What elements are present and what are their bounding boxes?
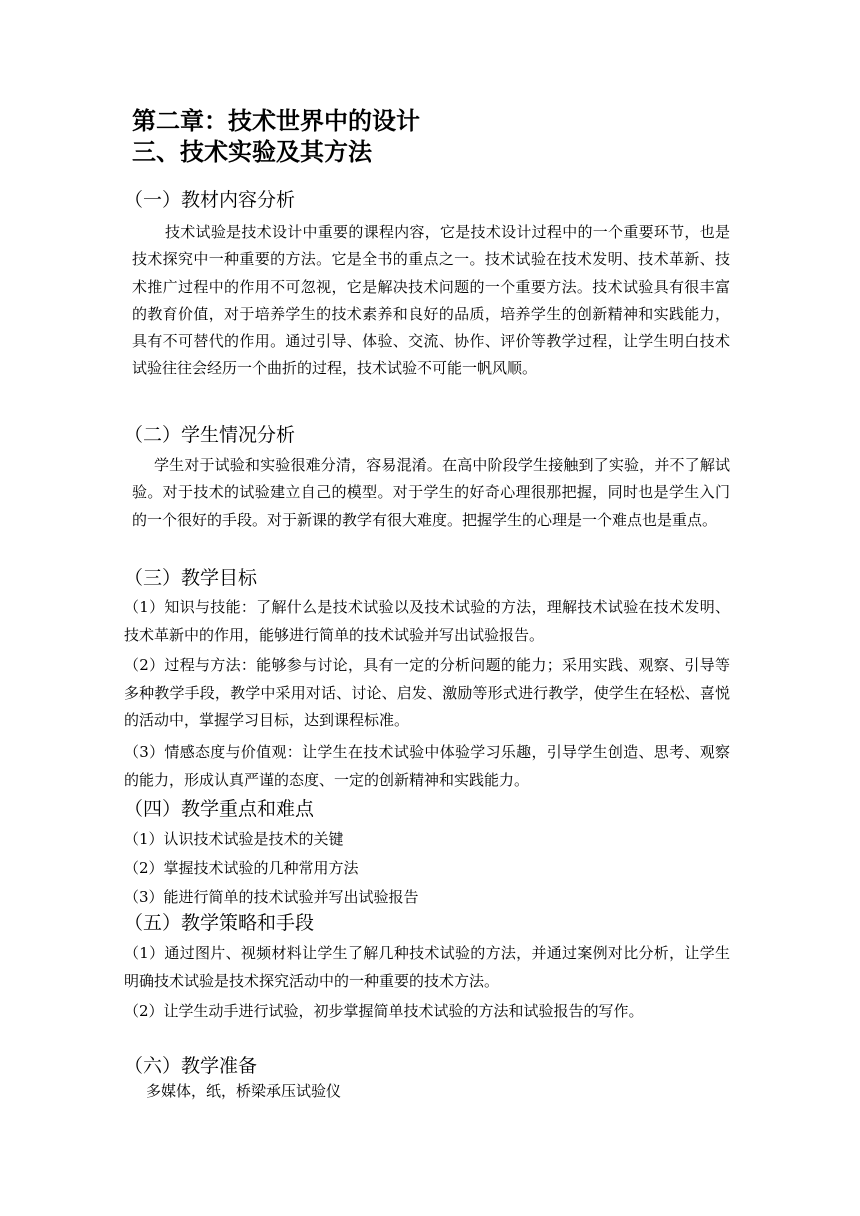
- section-heading-2: （二）学生情况分析: [124, 424, 296, 446]
- objective-item-3: （3）情感态度与价值观：让学生在技术试验中体验学习乐趣，引导学生创造、思考、观察的能力，形成认真严谨的态度、一定的创新精神和实践能力。: [124, 743, 730, 789]
- key-point-item-1: （1）认识技术试验是技术的关键: [124, 830, 344, 848]
- objective-item-2: （2）过程与方法：能够参与讨论，具有一定的分析问题的能力；采用实践、观察、引导等多种教学手段，教学中采用对话、讨论、启发、激励等形式进行教学，使学生在轻松、喜悦的活动中，掌握学习目标，达到课程标准。: [124, 656, 730, 729]
- strategy-item-2: （2）让学生动手进行试验，初步掌握简单技术试验的方法和试验报告的写作。: [124, 1002, 644, 1020]
- section-heading-4: （四）教学重点和难点: [124, 798, 315, 820]
- strategy-item-1: （1）通过图片、视频材料让学生了解几种技术试验的方法，并通过案例对比分析，让学生明确技术试验是技术探究活动中的一种重要的技术方法。: [124, 944, 730, 990]
- key-point-item-3: （3）能进行简单的技术试验并写出试验报告: [124, 888, 419, 906]
- section-heading-3: （三）教学目标: [124, 567, 258, 589]
- section-heading-5: （五）教学策略和手段: [124, 912, 315, 934]
- section-paragraph-2: 学生对于试验和实验很难分清，容易混淆。在高中阶段学生接触到了实验，并不了解试验。对于技术的试验建立自己的模型。对于学生的好奇心理很那把握，同时也是学生入门的一个很好的手段。对于新课的教学有很大难度。把握学生的心理是一个难点也是重点。: [132, 456, 730, 529]
- preparation-text: 多媒体，纸，桥梁承压试验仪: [146, 1082, 342, 1100]
- section-paragraph-1: 技术试验是技术设计中重要的课程内容，它是技术设计过程中的一个重要环节，也是技术探究中一种重要的方法。它是全书的重点之一。技术试验在技术发明、技术革新、技术推广过程中的作用不可忽视，它是解决技术问题的一个重要方法。技术试验具有很丰富的教育价值，对于培养学生的技术素养和良好的品质，培养学生的创新精神和实践能力，具有不可替代的作用。通过引导、体验、交流、协作、评价等教学过程，让学生明白技术试验往往会经历一个曲折的过程，技术试验不可能一帆风顺。: [132, 223, 730, 378]
- section-title: 三、技术实验及其方法: [132, 138, 372, 166]
- key-point-item-2: （2）掌握技术试验的几种常用方法: [124, 859, 359, 877]
- chapter-title: 第二章：技术世界中的设计: [132, 107, 420, 135]
- section-heading-6: （六）教学准备: [124, 1055, 258, 1077]
- objective-item-1: （1）知识与技能：了解什么是技术试验以及技术试验的方法，理解技术试验在技术发明、技术革新中的作用，能够进行简单的技术试验并写出试验报告。: [124, 598, 730, 644]
- section-heading-1: （一）教材内容分析: [124, 189, 296, 211]
